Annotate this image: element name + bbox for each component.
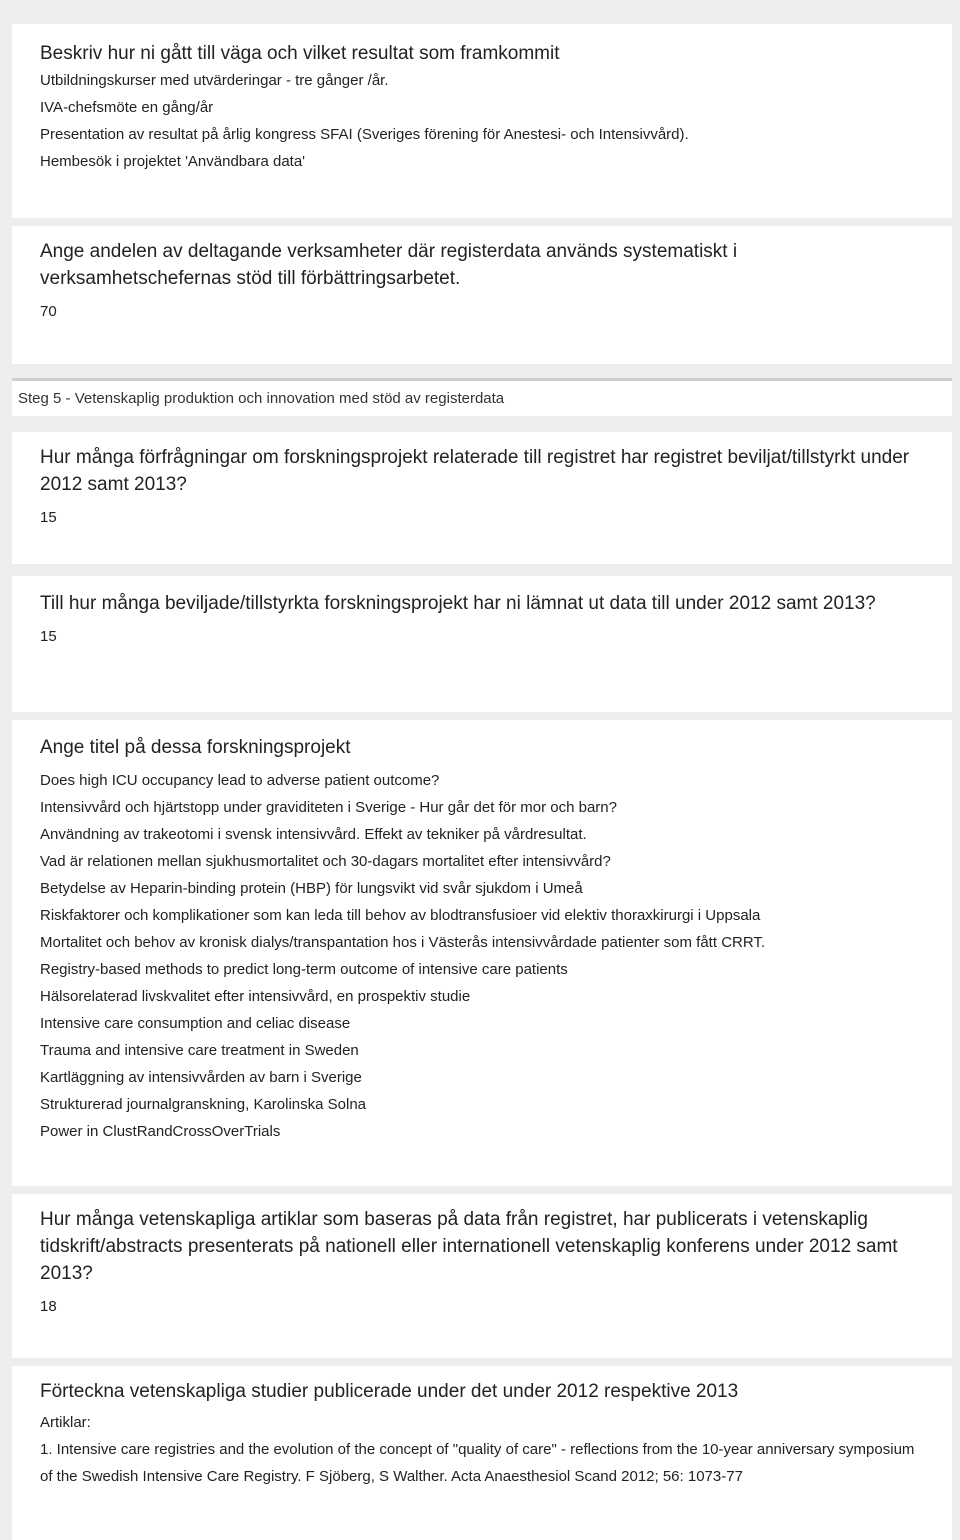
question-publications: Förteckna vetenskapliga studier publicerade under det under 2012 respektive 2013: [40, 1381, 739, 1402]
question-share: Ange andelen av deltagande verksamheter där registerdata används systematiskt i verksamhetschefernas stöd till förbättringsarbetet.: [40, 241, 738, 289]
answer-line: Artiklar:: [40, 1414, 91, 1431]
answer-value: 15: [40, 628, 57, 645]
card-method: [12, 24, 952, 218]
list-item: Riskfaktorer och komplikationer som kan leda till behov av blodtransfusioer vid elektiv thoraxkirurgi i Uppsala: [40, 907, 761, 924]
answer-line: Presentation av resultat på årlig kongress SFAI (Sveriges förening för Anestesi- och Intensivvård).: [40, 126, 689, 143]
card-publications: [12, 1366, 952, 1540]
list-item: Vad är relationen mellan sjukhusmortalitet och 30-dagars mortalitet efter intensivvård?: [40, 853, 611, 870]
answer-value: 18: [40, 1298, 57, 1315]
card-articles-count: [12, 1194, 952, 1358]
question-requests: Hur många förfrågningar om forskningsprojekt relaterade till registret har registret beviljat/tillstyrkt under 2012 samt 2013?: [40, 447, 910, 495]
answer-line: 1. Intensive care registries and the evolution of the concept of "quality of care" - reflections from the 10-year anniversary symposium of the Swedish Intensive Care Registry. F Sjöberg, S Walther. Acta Anaesthesiol Scand 2012; 56: 1073-77: [40, 1441, 915, 1485]
question-articles-count: Hur många vetenskapliga artiklar som baseras på data från registret, har publicerats i vetenskaplig tidskrift/abstracts presenterats på nationell eller internationell vetenskaplig konferens under 2012 samt 2013?: [40, 1209, 898, 1284]
list-item: Användning av trakeotomi i svensk intensivvård. Effekt av tekniker på vårdresultat.: [40, 826, 587, 843]
step-header: Steg 5 - Vetenskaplig produktion och innovation med stöd av registerdata: [12, 378, 952, 416]
list-item: Mortalitet och behov av kronisk dialys/transpantation hos i Västerås intensivvårdade patienter som fått CRRT.: [40, 934, 766, 951]
card-project-titles: [12, 720, 952, 1186]
question-data-released: Till hur många beviljade/tillstyrkta forskningsprojekt har ni lämnat ut data till under 2012 samt 2013?: [40, 593, 876, 614]
list-item: Betydelse av Heparin-binding protein (HBP) för lungsvikt vid svår sjukdom i Umeå: [40, 880, 583, 897]
question-project-titles: Ange titel på dessa forskningsprojekt: [40, 737, 351, 758]
answer-line: IVA-chefsmöte en gång/år: [40, 99, 214, 116]
card-share: [12, 226, 952, 364]
list-item: Intensive care consumption and celiac disease: [40, 1015, 351, 1032]
list-item: Hälsorelaterad livskvalitet efter intensivvård, en prospektiv studie: [40, 988, 471, 1005]
answer-line: Hembesök i projektet 'Användbara data': [40, 153, 306, 170]
list-item: Strukturerad journalgranskning, Karolinska Solna: [40, 1096, 367, 1113]
card-requests: [12, 432, 952, 564]
list-item: Power in ClustRandCrossOverTrials: [40, 1123, 281, 1140]
answer-value: 70: [40, 303, 57, 320]
project-title-list: [40, 767, 924, 1145]
list-item: Registry-based methods to predict long-term outcome of intensive care patients: [40, 961, 568, 978]
card-data-released: [12, 576, 952, 712]
list-item: Trauma and intensive care treatment in Sweden: [40, 1042, 359, 1059]
list-item: Intensivvård och hjärtstopp under graviditeten i Sverige - Hur går det för mor och barn?: [40, 799, 617, 816]
answer-line: Utbildningskurser med utvärderingar - tre gånger /år.: [40, 72, 389, 89]
list-item: Does high ICU occupancy lead to adverse patient outcome?: [40, 772, 440, 789]
answer-value: 15: [40, 509, 57, 526]
question-method: Beskriv hur ni gått till väga och vilket resultat som framkommit: [40, 43, 560, 64]
list-item: Kartläggning av intensivvården av barn i Sverige: [40, 1069, 362, 1086]
